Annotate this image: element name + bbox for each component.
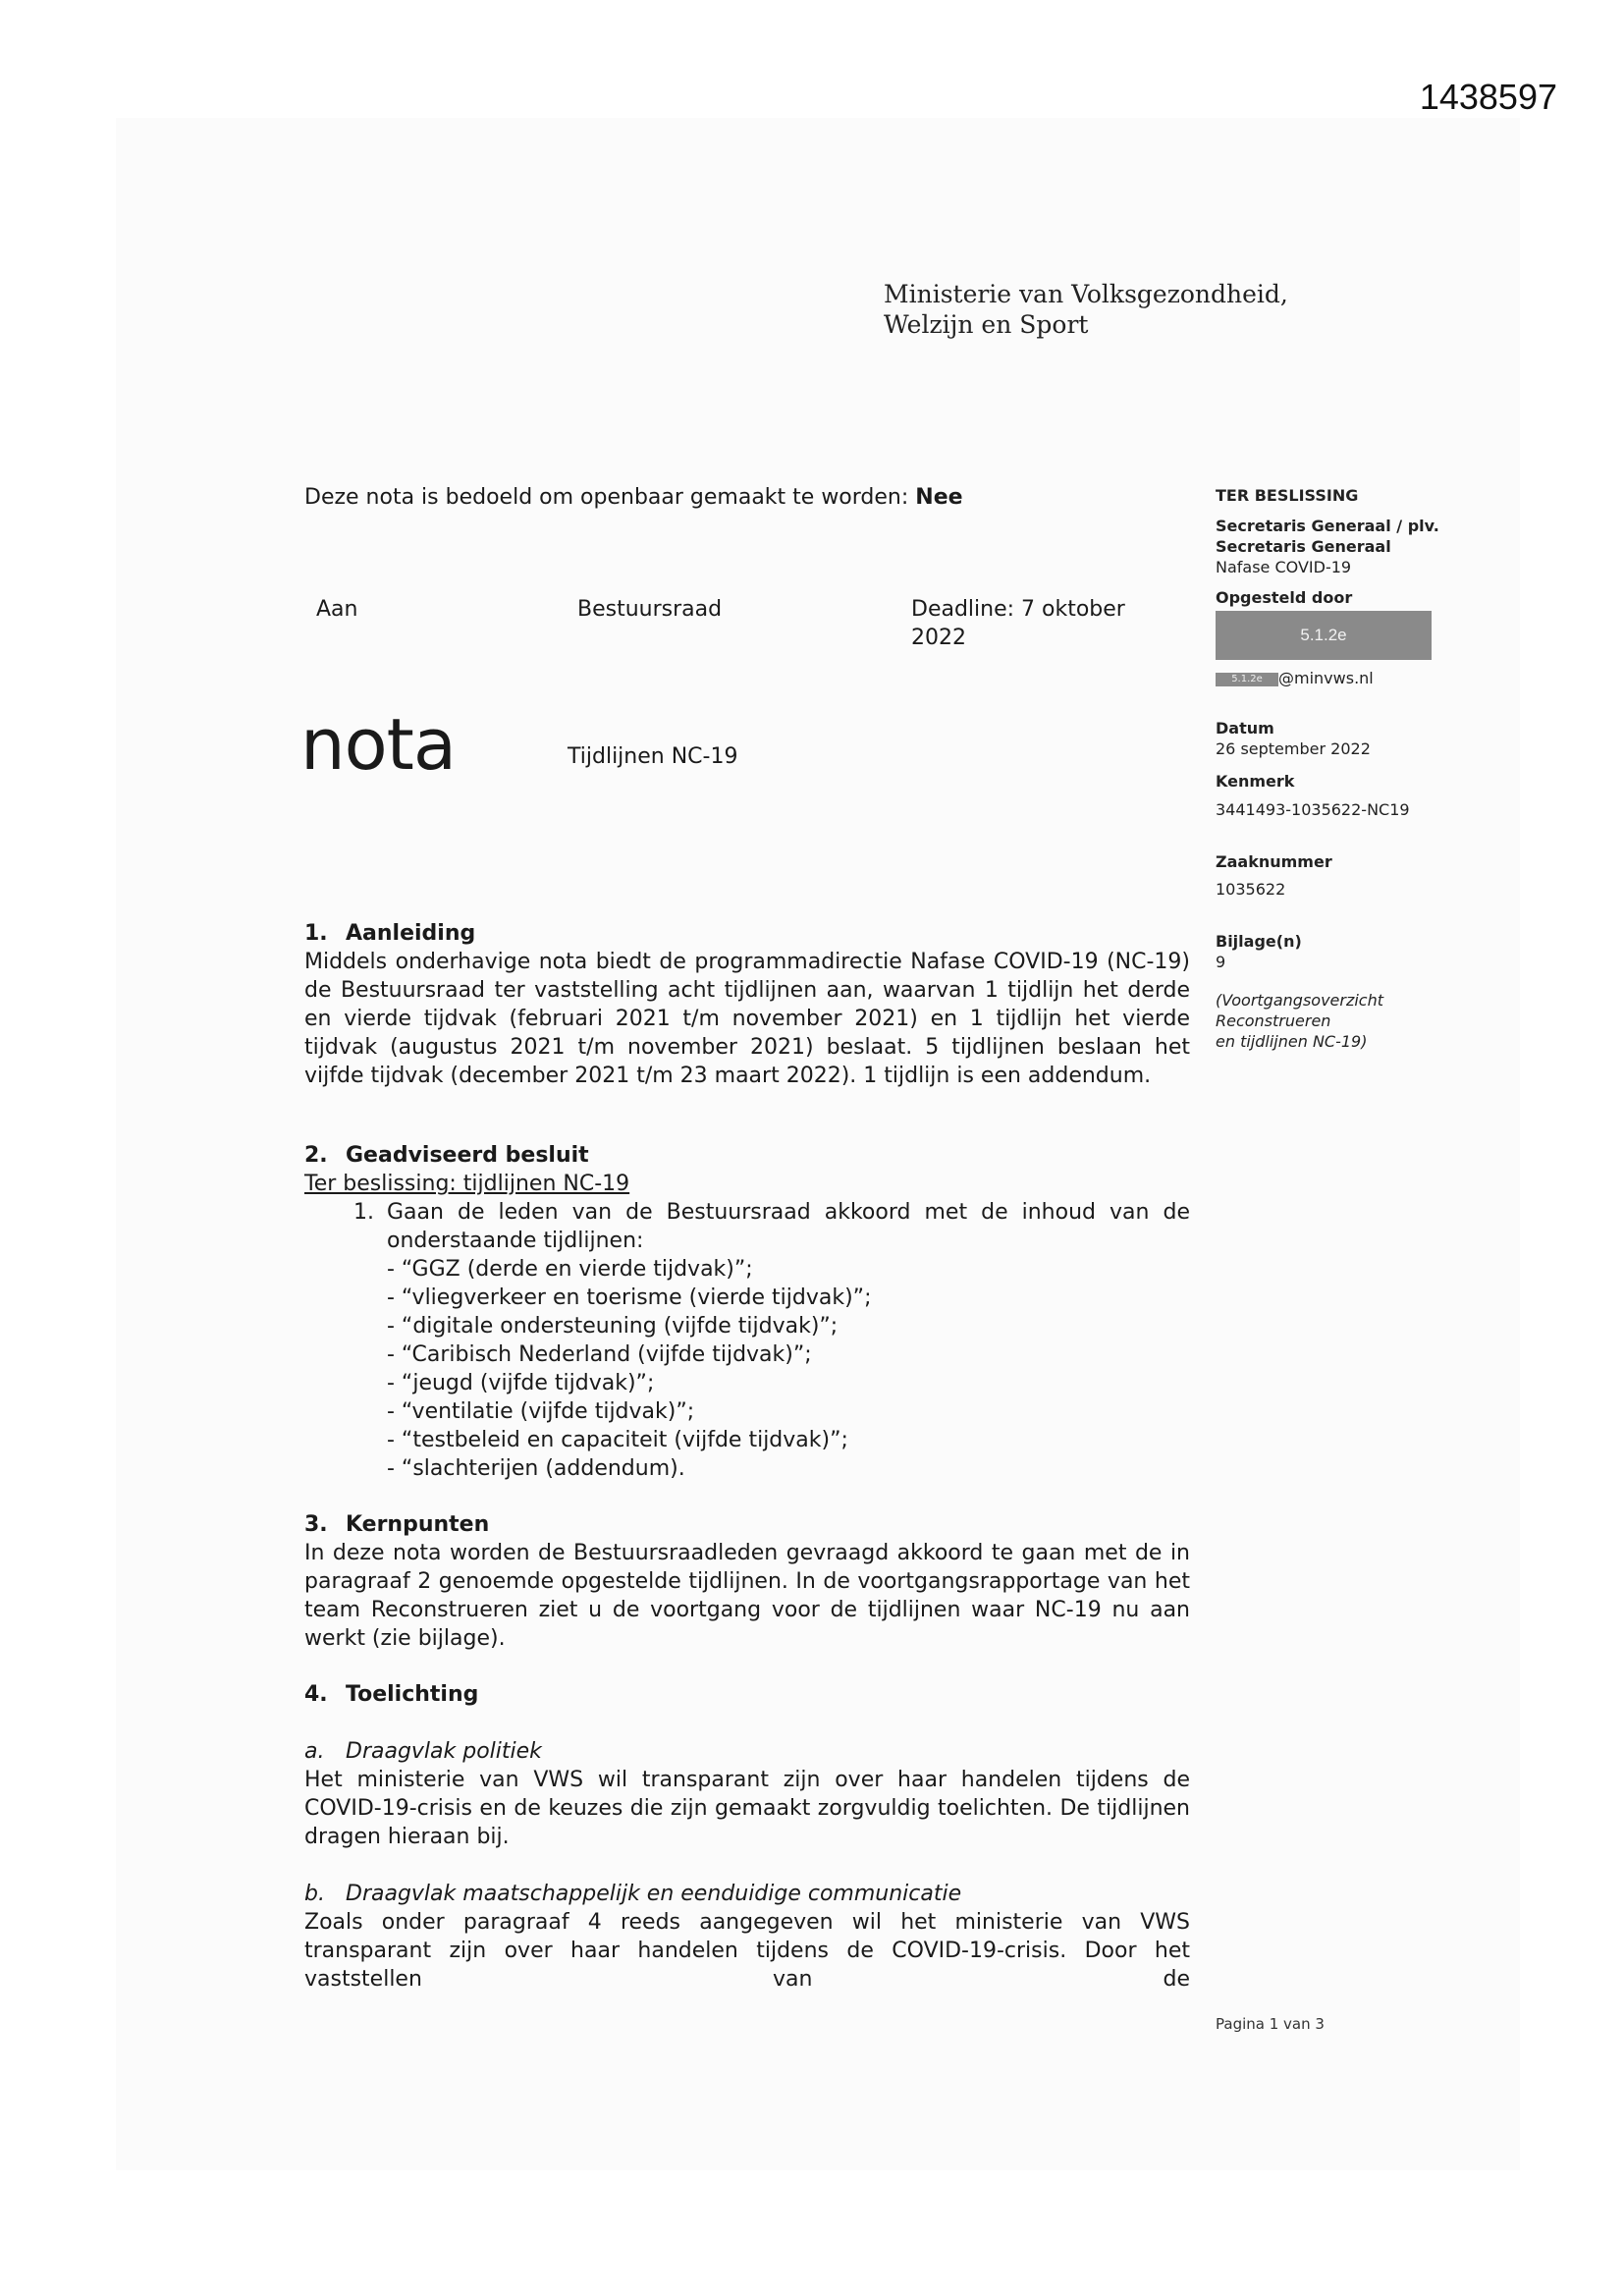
subsection-text: Het ministerie van VWS wil transparant zijn over haar handelen tijdens de COVID-19-crisis en de keuzes die zijn gemaakt zorgvuldig toelichten. De tijdlijnen dragen hieraan bij.	[304, 1768, 1190, 1849]
zaaknummer-value: 1035622	[1216, 880, 1286, 899]
section-geadviseerd-besluit	[304, 1141, 1190, 1483]
subsection-title: Draagvlak maatschappelijk en eenduidige communicatie	[346, 1882, 962, 1906]
section-heading	[304, 919, 1190, 948]
recipient-line-1: Secretaris Generaal / plv.	[1216, 517, 1439, 535]
bijlagen-value: 9	[1216, 953, 1226, 971]
decision-list	[304, 1198, 1190, 1255]
section-subtitle: Ter beslissing: tijdlijnen NC-19	[304, 1172, 630, 1196]
subsection-heading	[304, 1737, 1190, 1766]
section-text: In deze nota worden de Bestuursraadleden gevraagd akkoord te gaan met de in paragraaf 2 genoemde opgestelde tijdlijnen. In de voortgangsrapportage van het team Reconstrueren ziet u de voortgang voor de tijdlijnen waar NC-19 nu aan werkt (zie bijlage).	[304, 1541, 1190, 1651]
recipient-line-2: Secretaris Generaal	[1216, 537, 1391, 556]
timeline-list	[304, 1255, 1190, 1483]
section-kernpunten	[304, 1510, 1190, 1653]
subsection-letter: a.	[304, 1739, 325, 1764]
section-heading	[304, 1141, 1190, 1170]
datum-value: 26 september 2022	[1216, 739, 1371, 758]
section-title: Aanleiding	[346, 921, 476, 946]
section-heading	[304, 1680, 1190, 1709]
section-toelichting	[304, 1680, 1190, 1994]
bijlagen-note-2: Reconstrueren	[1216, 1011, 1331, 1030]
page-footer: Pagina 1 van 3	[1216, 2015, 1325, 2033]
redacted-email: 5.1.2e	[1216, 673, 1278, 686]
list-item: - “testbeleid en capaciteit (vijfde tijdvak)”;	[387, 1428, 848, 1452]
subsection-title: Draagvlak politiek	[346, 1739, 542, 1764]
email-suffix: @minvws.nl	[1278, 669, 1374, 687]
ministry-line-1: Ministerie van Volksgezondheid,	[884, 280, 1288, 308]
subsection-letter: b.	[304, 1882, 325, 1906]
item-number: 1.	[353, 1200, 374, 1225]
publish-label: Deze nota is bedoeld om openbaar gemaakt te worden:	[304, 485, 909, 510]
section-title: Kernpunten	[346, 1512, 490, 1537]
subject: Tijdlijnen NC-19	[568, 744, 738, 769]
aan-value: Bestuursraad	[577, 597, 723, 622]
list-item: - “jeugd (vijfde tijdvak)”;	[387, 1371, 655, 1395]
deadline	[911, 595, 1166, 652]
section-number: 3.	[304, 1512, 328, 1537]
section-title: Toelichting	[346, 1682, 479, 1707]
datum-label: Datum	[1216, 719, 1274, 738]
kenmerk-label: Kenmerk	[1216, 772, 1295, 791]
zaaknummer-label: Zaaknummer	[1216, 852, 1332, 871]
decision-item	[304, 1198, 1190, 1255]
redacted-name: 5.1.2e	[1216, 611, 1432, 660]
document-number: 1438597	[1419, 77, 1557, 117]
section-title: Geadviseerd besluit	[346, 1143, 589, 1168]
status-label: TER BESLISSING	[1216, 486, 1359, 505]
main-content	[304, 919, 1190, 2045]
section-number: 1.	[304, 921, 328, 946]
ministry-line-2: Welzijn en Sport	[884, 310, 1089, 339]
list-item: - “vliegverkeer en toerisme (vierde tijdvak)”;	[387, 1285, 872, 1310]
section-heading	[304, 1510, 1190, 1539]
bijlagen-note-3: en tijdlijnen NC-19)	[1216, 1032, 1368, 1051]
list-item: - “ventilatie (vijfde tijdvak)”;	[387, 1399, 695, 1424]
section-number: 2.	[304, 1143, 328, 1168]
list-item: - “Caribisch Nederland (vijfde tijdvak)”;	[387, 1342, 812, 1367]
subsection-heading	[304, 1880, 1190, 1908]
section-text: Middels onderhavige nota biedt de programmadirectie Nafase COVID-19 (NC-19) de Bestuursraad ter vaststelling acht tijdlijnen aan, waarvan 1 tijdlijn het derde en vierde tijdvak (februari 2021 t/m november 2021) en 1 tijdlijn het vierde tijdvak (augustus 2021 t/m november 2021) beslaat. 5 tijdlijnen beslaan het vijfde tijdvak (december 2021 t/m 23 maart 2022). 1 tijdlijn is een addendum.	[304, 950, 1190, 1088]
unit-name: Nafase COVID-19	[1216, 558, 1352, 576]
item-text: Gaan de leden van de Bestuursraad akkoord met de inhoud van de onderstaande tijdlijnen:	[387, 1200, 1190, 1253]
list-item: - “slachterijen (addendum).	[387, 1456, 685, 1481]
nota-logo: nota	[300, 703, 457, 786]
publish-statement	[304, 483, 963, 512]
opgesteld-label: Opgesteld door	[1216, 588, 1353, 607]
sidebar	[1216, 485, 1481, 1052]
aan-label: Aan	[316, 597, 358, 622]
list-item: - “digitale ondersteuning (vijfde tijdvak)”;	[387, 1314, 839, 1339]
ministry-header	[884, 279, 1288, 340]
section-aanleiding	[304, 919, 1190, 1090]
deadline-line-1: Deadline: 7 oktober	[911, 597, 1125, 622]
publish-value: Nee	[915, 485, 963, 510]
subsection-text: Zoals onder paragraaf 4 reeds aangegeven wil het ministerie van VWS transparant zijn over haar handelen tijdens de COVID-19-crisis. Door het vaststellen van de	[304, 1910, 1190, 1992]
section-number: 4.	[304, 1682, 328, 1707]
deadline-line-2: 2022	[911, 626, 966, 650]
bijlagen-note-1: (Voortgangsoverzicht	[1216, 991, 1384, 1010]
list-item: - “GGZ (derde en vierde tijdvak)”;	[387, 1257, 753, 1282]
bijlagen-label: Bijlage(n)	[1216, 932, 1302, 951]
kenmerk-value: 3441493-1035622-NC19	[1216, 800, 1410, 819]
author-email	[1216, 668, 1481, 688]
